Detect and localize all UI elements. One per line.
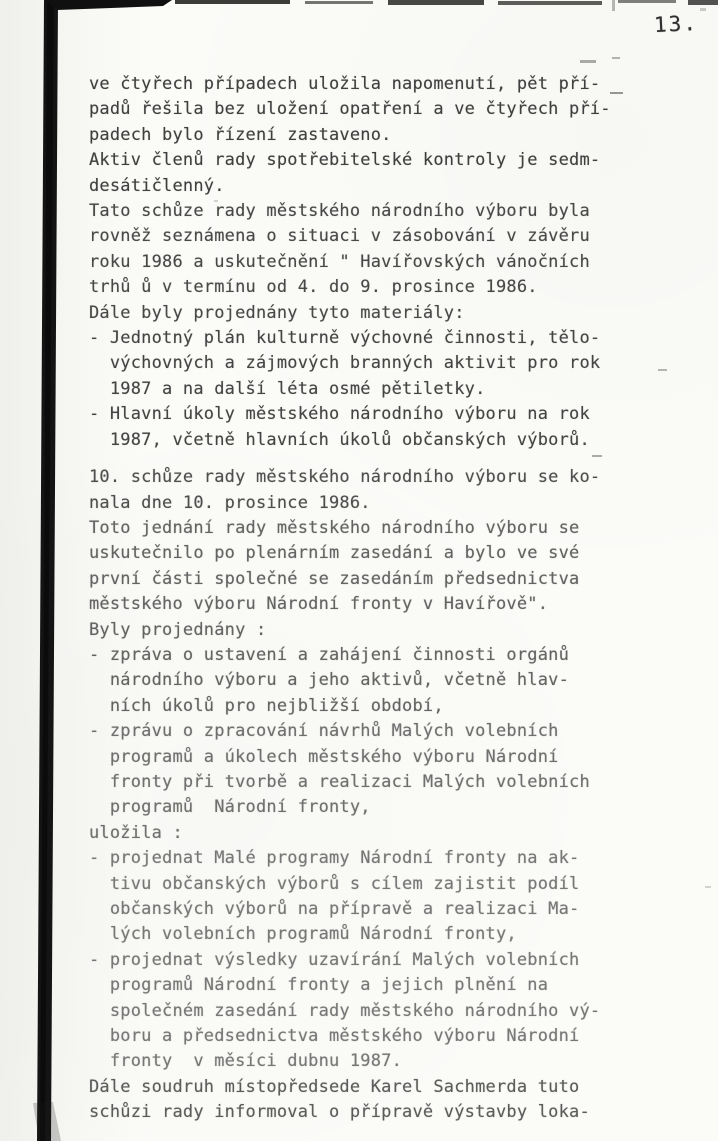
scan-top-edge-wedge [45, 0, 172, 10]
text-line: 10. schůze rady městského národního výboru se ko- [89, 467, 601, 488]
text-line: padů řešila bez uložení opatření a ve čtyřech pří- [89, 99, 611, 120]
text-line: 1987, včetně hlavních úkolů občanských výborů. [89, 429, 590, 450]
paragraph-block [89, 465, 649, 1126]
text-line: městského výboru Národní fronty v Havířově". [89, 594, 549, 615]
text-line: Toto jednání rady městského národního výboru se [89, 517, 580, 538]
text-line: lých volebních programů Národní fronty, [89, 924, 517, 945]
text-line: občanských výborů na přípravě a realizaci Ma- [89, 899, 580, 919]
text-line: padech bylo řízení zastaveno. [89, 124, 392, 145]
scan-binding-edge [37, 0, 58, 1141]
text-line: tivu občanských výborů s cílem zajistit podíl [89, 873, 580, 894]
text-line: programů a úkolech městského výboru Národní [89, 746, 559, 767]
scan-binding-bottom-smudge [33, 1102, 61, 1141]
scan-speck [658, 369, 667, 371]
paragraph-block [89, 72, 649, 453]
scan-speck [705, 886, 711, 888]
text-line: Tato schůze rady městského národního výboru byla [89, 201, 590, 222]
text-line: 1987 a na další léta osmé pětiletky. [89, 378, 486, 399]
scan-top-edge-segment [688, 0, 718, 5]
text-line: fronty v měsíci dubnu 1987. [89, 1051, 403, 1072]
scan-top-edge-segment [618, 0, 676, 3]
scan-top-edge-segment [388, 0, 484, 5]
text-line: programů Národní fronty a jejich plnění na [89, 975, 549, 996]
text-line: Aktiv členů rady spotřebitelské kontroly je sedm- [89, 150, 601, 171]
text-line: trhů ů v termínu od 4. do 9. prosince 1986. [89, 277, 538, 298]
text-line: národního výboru a jeho aktivů, včetně hlav- [89, 670, 570, 691]
text-line: první části společné se zasedáním předsednictva [89, 568, 580, 589]
text-line: - Jednotný plán kulturně výchovné činnosti, tělo- [89, 328, 601, 349]
text-line: fronty při tvorbě a realizaci Malých volebních [89, 771, 590, 792]
text-line: nala dne 10. prosince 1986. [89, 492, 371, 513]
text-line: - zpráva o ustavení a zahájení činnosti orgánů [89, 644, 570, 665]
text-line: Dále soudruh místopředsede Karel Sachmerda tuto [89, 1076, 580, 1097]
scan-top-edge-segment [175, 0, 290, 4]
text-line: ních úkolů pro nejbližší období, [89, 695, 444, 716]
text-line: výchovných a zájmových branných aktivit pro rok [89, 353, 601, 374]
text-line: boru a předsednictva městského výboru Národní [89, 1026, 580, 1047]
page-number: 13. [653, 10, 699, 38]
text-line: uskutečnilo po plenárním zasedání a bylo ve své [89, 543, 580, 564]
text-line: společném zasedání rady městského národního vý- [89, 1000, 601, 1021]
text-line: desátičlenný. [89, 175, 225, 196]
text-line: - zprávu o zpracování návrhů Malých volebních [89, 721, 559, 742]
text-line: ve čtyřech případech uložila napomenutí, pět pří- [89, 74, 601, 94]
text-line: - projednat Malé programy Národní fronty na ak- [89, 848, 580, 869]
scan-speck [700, 8, 706, 11]
document-text-body [89, 72, 649, 1126]
scan-top-edge-segment [498, 1, 602, 5]
text-line: Dále byly projednány tyto materiály: [89, 302, 465, 323]
text-line: - projednat výsledky uzavírání Malých volebních [89, 949, 580, 970]
text-line: - Hlavní úkoly městského národního výboru na rok [89, 404, 590, 425]
text-line: rovněž seznámena o situaci v zásobování v závěru [89, 226, 590, 247]
text-line: roku 1986 a uskutečnění " Havířovských vánočních [89, 251, 590, 272]
scan-top-tick [612, 0, 615, 11]
scan-binding-edge-rough [40, 0, 54, 1141]
scan-speck [612, 57, 620, 59]
text-line: schůzi rady informoval o přípravě výstavby loka- [89, 1102, 590, 1123]
text-line: programů Národní fronty, [89, 797, 371, 818]
text-line: Byly projednány : [89, 619, 267, 640]
scan-speck [580, 60, 596, 63]
text-line: uložila : [89, 822, 183, 843]
scan-top-edge-segment [305, 1, 373, 4]
